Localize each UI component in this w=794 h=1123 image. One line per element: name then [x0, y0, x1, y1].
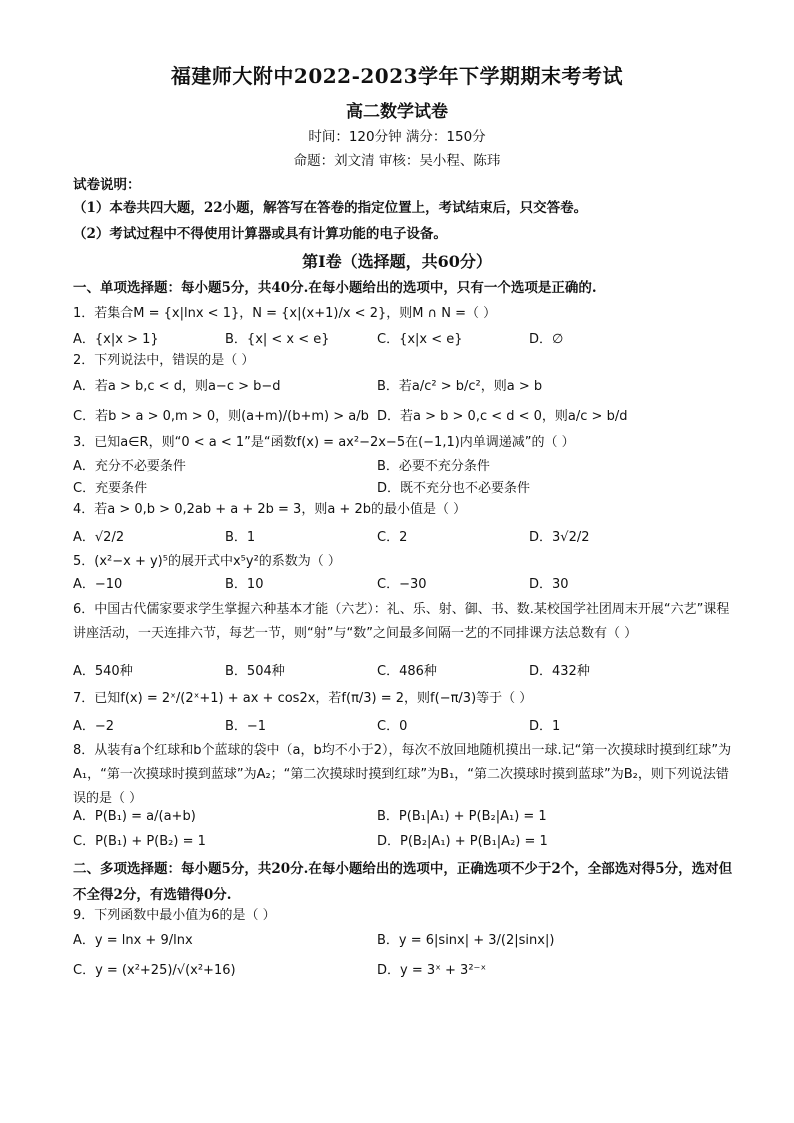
question-stem: 1．若集合M = {x|lnx < 1}，N = {x|(x+1)/x < 2}，则M ∩ N =（ ）: [73, 306, 497, 321]
exam-subtitle: 高二数学试卷: [346, 102, 448, 122]
option-d: D．3√2/2: [529, 530, 590, 545]
option-a: A．−10: [73, 577, 123, 592]
option-d: D．∅: [529, 332, 564, 347]
option-a: A．540种: [73, 664, 133, 679]
section-heading-single: 一、单项选择题：每小题5分，共40分.在每小题给出的选项中，只有一个选项是正确的.: [73, 280, 597, 296]
option-b: B．必要不充分条件: [377, 459, 490, 474]
option-d: D．既不充分也不必要条件: [377, 481, 531, 496]
option-b: B．{x| < x < e}: [225, 332, 330, 347]
option-b: B．504种: [225, 664, 285, 679]
option-b: B．10: [225, 577, 264, 592]
option-a: A．若a > b,c < d，则a−c > b−d: [73, 379, 281, 394]
option-a: A．−2: [73, 719, 115, 734]
option-a: A．充分不必要条件: [73, 459, 186, 474]
option-d: D．1: [529, 719, 561, 734]
volume-title: 第Ⅰ卷（选择题，共60分）: [302, 252, 492, 271]
option-a: A．P(B₁) = a/(a+b): [73, 809, 196, 824]
option-a: A．y = lnx + 9/lnx: [73, 933, 193, 948]
question-stem: 2．下列说法中，错误的是（ ）: [73, 353, 255, 368]
authors-info: 命题：刘文清 审核：吴小程、陈玮: [293, 153, 501, 169]
option-c: C．0: [377, 719, 408, 734]
instructions-heading: 试卷说明：: [73, 177, 141, 193]
option-c: C．若b > a > 0,m > 0，则(a+m)/(b+m) > a/b: [73, 409, 369, 424]
section-heading-multi: 二、多项选择题：每小题5分，共20分.在每小题给出的选项中，正确选项不少于2个，全部选对得5分，选对但不全得2分，有选错得0分.: [73, 861, 733, 903]
option-b: B．若a/c² > b/c²，则a > b: [377, 379, 543, 394]
option-c: C．−30: [377, 577, 427, 592]
option-a: A．{x|x > 1}: [73, 332, 159, 347]
option-d: D．P(B₂|A₁) + P(B₁|A₂) = 1: [377, 834, 548, 849]
instruction-item: （2）考试过程中不得使用计算器或具有计算功能的电子设备。: [73, 226, 447, 242]
question-stem: 8．从装有a个红球和b个蓝球的袋中（a，b均不小于2），每次不放回地随机摸出一球.记“第一次摸球时摸到红球”为A₁，“第一次摸球时摸到蓝球”为A₂；“第二次摸球时摸到红球”为B₁，“第二次摸球时摸到蓝球”为B₂，则下列说法错误的是（ ）: [73, 743, 732, 806]
question-stem: 6．中国古代儒家要求学生掌握六种基本才能（六艺）：礼、乐、射、御、书、数.某校国学社团周末开展“六艺”课程讲座活动，一天连排六节，每艺一节，则“射”与“数”之间最多间隔一艺的不同排课方法总数有（ ）: [73, 602, 730, 641]
option-a: A．√2/2: [73, 530, 125, 545]
option-b: B．1: [225, 530, 256, 545]
question-stem: 3．已知a∈R，则“0 < a < 1”是“函数f(x) = ax²−2x−5在(−1,1)内单调递减”的（ ）: [73, 435, 575, 450]
time-info: 时间：120分钟 满分：150分: [308, 129, 486, 145]
option-c: C．y = (x²+25)/√(x²+16): [73, 963, 236, 978]
question-stem: 4．若a > 0,b > 0,2ab + a + 2b = 3，则a + 2b的最小值是（ ）: [73, 502, 467, 517]
question-stem: 5．(x²−x + y)⁵的展开式中x⁵y²的系数为（ ）: [73, 554, 341, 569]
option-c: C．{x|x < e}: [377, 332, 463, 347]
instruction-item: （1）本卷共四大题，22小题，解答写在答卷的指定位置上，考试结束后，只交答卷。: [73, 200, 588, 216]
exam-title: 福建师大附中2022-2023学年下学期期末考考试: [170, 64, 624, 88]
option-d: D．432种: [529, 664, 590, 679]
option-d: D．y = 3ˣ + 3²⁻ˣ: [377, 963, 487, 978]
option-b: B．P(B₁|A₁) + P(B₂|A₁) = 1: [377, 809, 547, 824]
question-stem: 9．下列函数中最小值为6的是（ ）: [73, 908, 276, 923]
option-c: C．P(B₁) + P(B₂) = 1: [73, 834, 206, 849]
option-c: C．充要条件: [73, 481, 148, 496]
option-c: C．486种: [377, 664, 437, 679]
question-stem: 7．已知f(x) = 2ˣ/(2ˣ+1) + ax + cos2x，若f(π/3) = 2，则f(−π/3)等于（ ）: [73, 691, 533, 706]
option-b: B．−1: [225, 719, 267, 734]
option-d: D．30: [529, 577, 569, 592]
option-b: B．y = 6|sinx| + 3/(2|sinx|): [377, 933, 555, 948]
option-c: C．2: [377, 530, 408, 545]
option-d: D．若a > b > 0,c < d < 0，则a/c > b/d: [377, 409, 628, 424]
